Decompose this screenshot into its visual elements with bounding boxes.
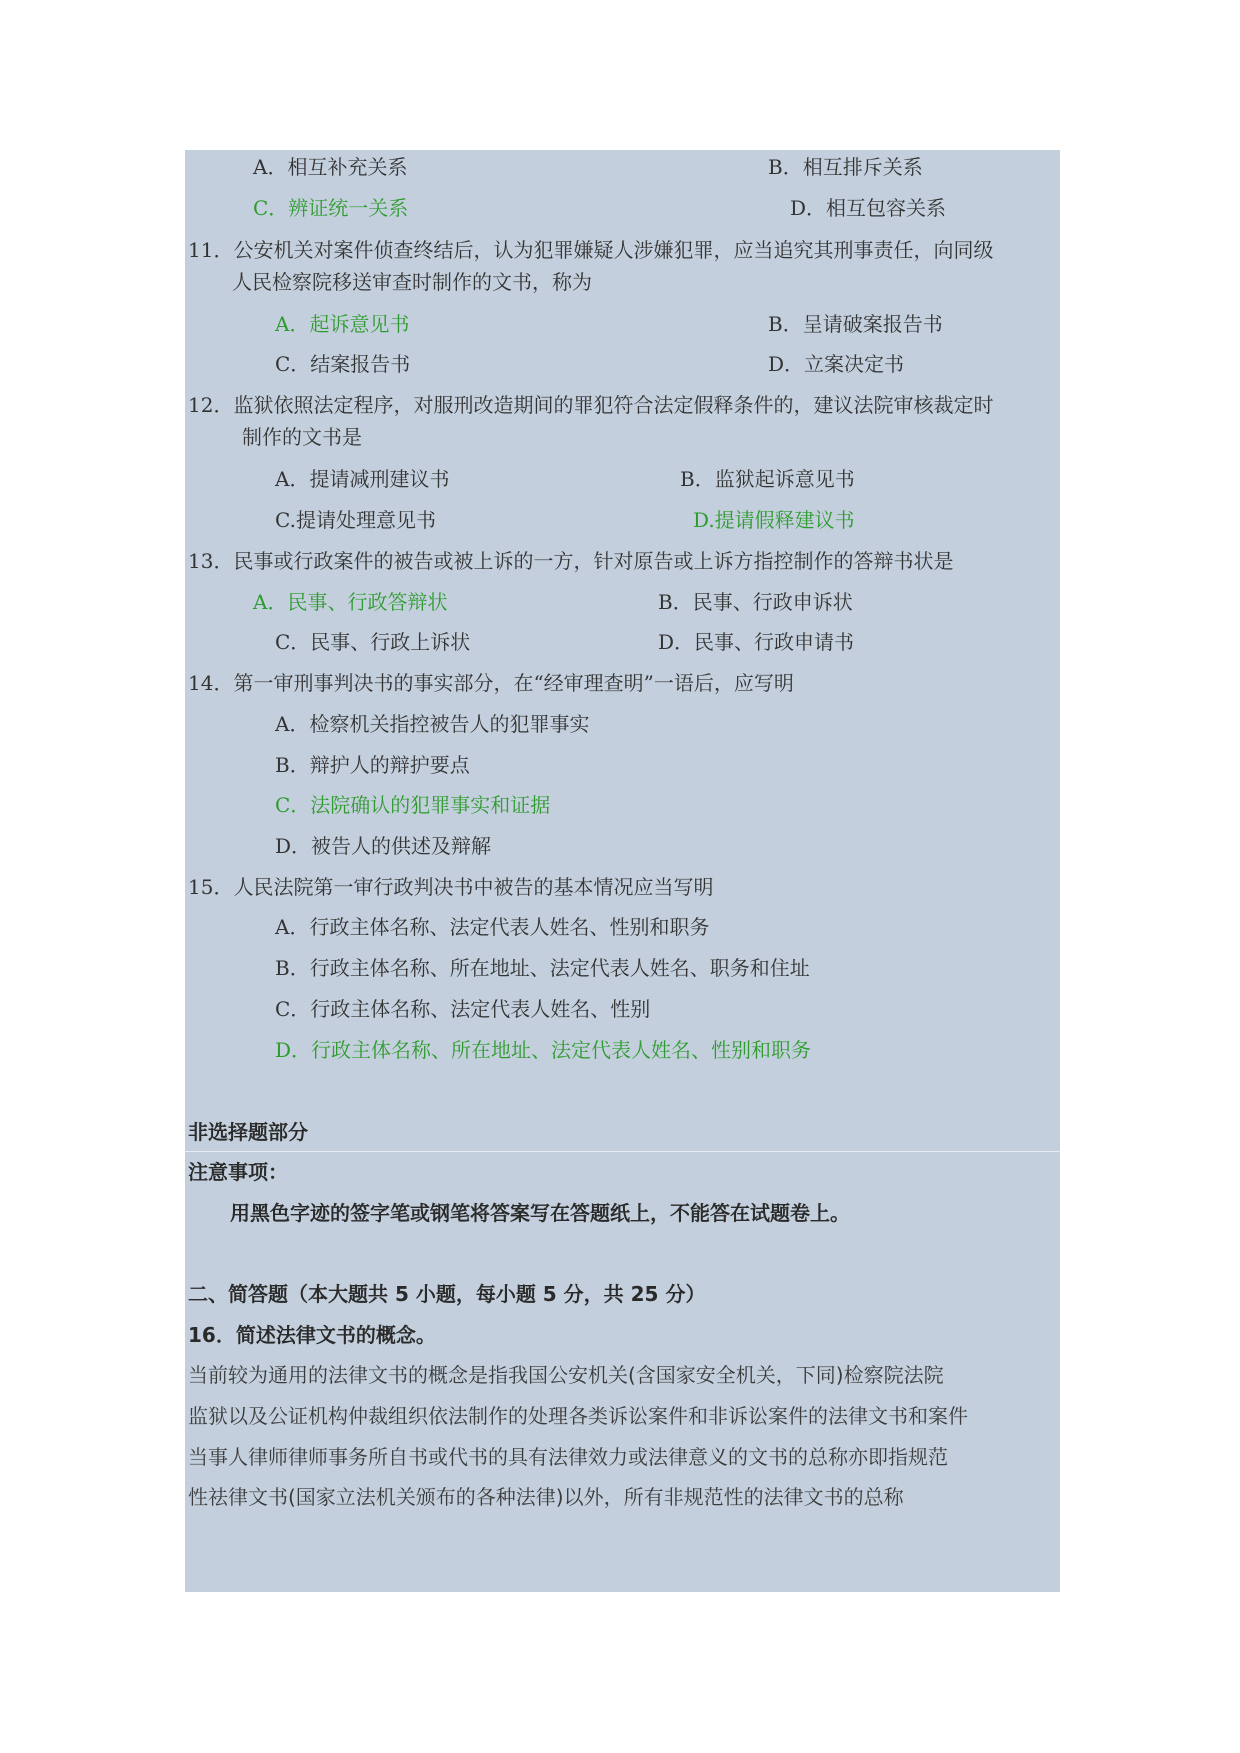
q10-option-d: D．相互包容关系 [790, 196, 947, 220]
q10-option-c-correct: C．辨证统一关系 [253, 196, 409, 220]
q16-stem: 16．简述法律文书的概念。 [188, 1323, 436, 1347]
q15-option-d-correct: D．行政主体名称、所在地址、法定代表人姓名、性别和职务 [275, 1038, 812, 1062]
q13-option-a-correct: A．民事、行政答辩状 [253, 590, 448, 614]
part-two-title: 二、简答题（本大题共 5 小题，每小题 5 分，共 25 分） [188, 1282, 706, 1306]
q13-option-b: B．民事、行政申诉状 [658, 590, 853, 614]
q12-stem-line-1: 12．监狱依照法定程序，对服刑改造期间的罪犯符合法定假释条件的，建议法院审核裁定时 [188, 393, 994, 417]
q12-option-a: A．提请减刑建议书 [275, 467, 450, 491]
notice-text: 用黑色字迹的签字笔或钢笔将答案写在答题纸上，不能答在试题卷上。 [230, 1201, 850, 1225]
q10-option-a: A．相互补充关系 [253, 155, 408, 179]
q11-option-c: C．结案报告书 [275, 352, 411, 376]
q12-option-d-correct: D.提请假释建议书 [693, 508, 855, 532]
q12-stem-line-2: 制作的文书是 [242, 425, 362, 449]
q12-option-c: C.提请处理意见书 [275, 508, 436, 532]
q14-stem: 14．第一审刑事判决书的事实部分，在“经审理查明”一语后，应写明 [188, 671, 794, 695]
q14-option-c-correct: C．法院确认的犯罪事实和证据 [275, 793, 551, 817]
q13-option-c: C．民事、行政上诉状 [275, 630, 471, 654]
q11-option-b: B．呈请破案报告书 [768, 312, 943, 336]
q14-option-a: A．检察机关指控被告人的犯罪事实 [275, 712, 590, 736]
q16-answer-line-4: 性祛律文书(国家立法机关颁布的各种法律)以外，所有非规范性的法律文书的总称 [188, 1485, 904, 1509]
q11-stem-line-1: 11．公安机关对案件侦查终结后，认为犯罪嫌疑人涉嫌犯罪，应当追究其刑事责任，向同级 [188, 238, 994, 262]
q13-stem: 13．民事或行政案件的被告或被上诉的一方，针对原告或上诉方指控制作的答辩书状是 [188, 549, 954, 573]
q10-option-b: B．相互排斥关系 [768, 155, 923, 179]
q14-option-b: B．辩护人的辩护要点 [275, 753, 470, 777]
q16-answer-line-2: 监狱以及公证机构仲裁组织依法制作的处理各类诉讼案件和非诉讼案件的法律文书和案件 [188, 1404, 968, 1428]
q11-option-d: D．立案决定书 [768, 352, 905, 376]
q12-option-b: B．监狱起诉意见书 [680, 467, 855, 491]
q11-stem-line-2: 人民检察院移送审查时制作的文书，称为 [232, 270, 592, 294]
notice-label: 注意事项： [188, 1160, 288, 1184]
q14-option-d: D．被告人的供述及辩解 [275, 834, 492, 858]
q15-option-b: B．行政主体名称、所在地址、法定代表人姓名、职务和住址 [275, 956, 810, 980]
q16-answer-line-1: 当前较为通用的法律文书的概念是指我国公安机关(含国家安全机关，下同)检察院法院 [188, 1363, 944, 1387]
section-heading: 非选择题部分 [188, 1120, 308, 1144]
q15-option-c: C．行政主体名称、法定代表人姓名、性别 [275, 997, 651, 1021]
q15-stem: 15．人民法院第一审行政判决书中被告的基本情况应当写明 [188, 875, 714, 899]
q16-answer-line-3: 当事人律师律师事务所自书或代书的具有法律效力或法律意义的文书的总称亦即指规范 [188, 1445, 948, 1469]
q15-option-a: A．行政主体名称、法定代表人姓名、性别和职务 [275, 915, 710, 939]
q13-option-d: D．民事、行政申请书 [658, 630, 855, 654]
q11-option-a-correct: A．起诉意见书 [275, 312, 410, 336]
